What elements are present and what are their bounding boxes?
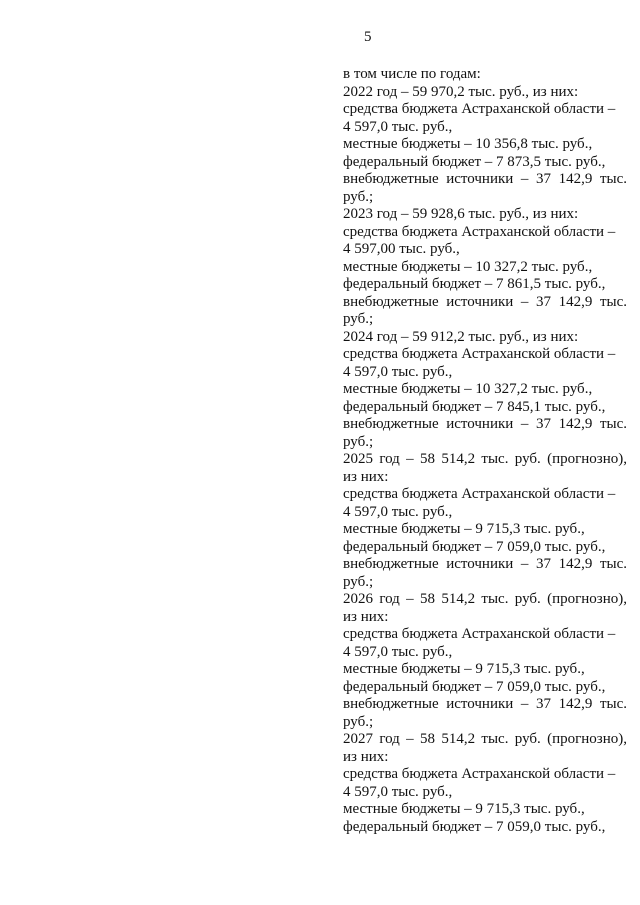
text-line: внебюджетные источники – 37 142,9 тыс. [343,171,627,187]
text-line: из них: [343,748,389,765]
text-line: внебюджетные источники – 37 142,9 тыс. [343,696,627,712]
text-line: в том числе по годам: [343,66,481,82]
budget-text-column [343,66,627,836]
text-line: средства бюджета Астраханской области – [343,486,616,502]
text-line: 2027 год – 58 514,2 тыс. руб. (прогнозно), [343,731,627,747]
text-line: 2022 год – 59 970,2 тыс. руб., из них: [343,83,579,100]
text-line: местные бюджеты – 9 715,3 тыс. руб., [343,521,585,537]
text-line: средства бюджета Астраханской области – [343,626,616,642]
text-line: федеральный бюджет – 7 873,5 тыс. руб., [343,153,606,170]
text-line: федеральный бюджет – 7 059,0 тыс. руб., [343,818,606,835]
text-line: средства бюджета Астраханской области – [343,101,616,117]
text-line: 2023 год – 59 928,6 тыс. руб., из них: [343,206,579,222]
text-line: средства бюджета Астраханской области – [343,223,616,240]
text-line: 2026 год – 58 514,2 тыс. руб. (прогнозно), [343,591,627,607]
text-line: руб.; [343,713,374,730]
text-line: средства бюджета Астраханской области – [343,346,616,362]
text-line: 2025 год – 58 514,2 тыс. руб. (прогнозно), [343,451,627,467]
text-line: федеральный бюджет – 7 059,0 тыс. руб., [343,678,606,695]
text-line: средства бюджета Астраханской области – [343,766,616,782]
text-line: из них: [343,468,389,485]
text-line: местные бюджеты – 9 715,3 тыс. руб., [343,801,585,817]
text-line: из них: [343,608,389,625]
text-line: 4 597,0 тыс. руб., [343,783,453,800]
text-line: руб.; [343,311,374,327]
text-line: руб.; [343,433,374,450]
text-line: 4 597,0 тыс. руб., [343,503,453,520]
text-line: местные бюджеты – 9 715,3 тыс. руб., [343,661,585,677]
text-line: федеральный бюджет – 7 861,5 тыс. руб., [343,276,606,292]
text-line: местные бюджеты – 10 356,8 тыс. руб., [343,136,593,152]
page-number: 5 [364,29,372,45]
text-line: местные бюджеты – 10 327,2 тыс. руб., [343,381,593,397]
text-line: руб.; [343,188,374,205]
text-line: руб.; [343,573,374,590]
text-line: внебюджетные источники – 37 142,9 тыс. [343,416,627,432]
text-line: 4 597,00 тыс. руб., [343,241,460,257]
text-line: местные бюджеты – 10 327,2 тыс. руб., [343,258,593,275]
text-line: внебюджетные источники – 37 142,9 тыс. [343,556,627,572]
text-line: 2024 год – 59 912,2 тыс. руб., из них: [343,328,579,345]
text-line: федеральный бюджет – 7 845,1 тыс. руб., [343,398,606,415]
text-line: 4 597,0 тыс. руб., [343,363,453,380]
text-line: 4 597,0 тыс. руб., [343,643,453,660]
text-line: 4 597,0 тыс. руб., [343,118,453,135]
text-line: федеральный бюджет – 7 059,0 тыс. руб., [343,538,606,555]
text-line: внебюджетные источники – 37 142,9 тыс. [343,293,627,310]
